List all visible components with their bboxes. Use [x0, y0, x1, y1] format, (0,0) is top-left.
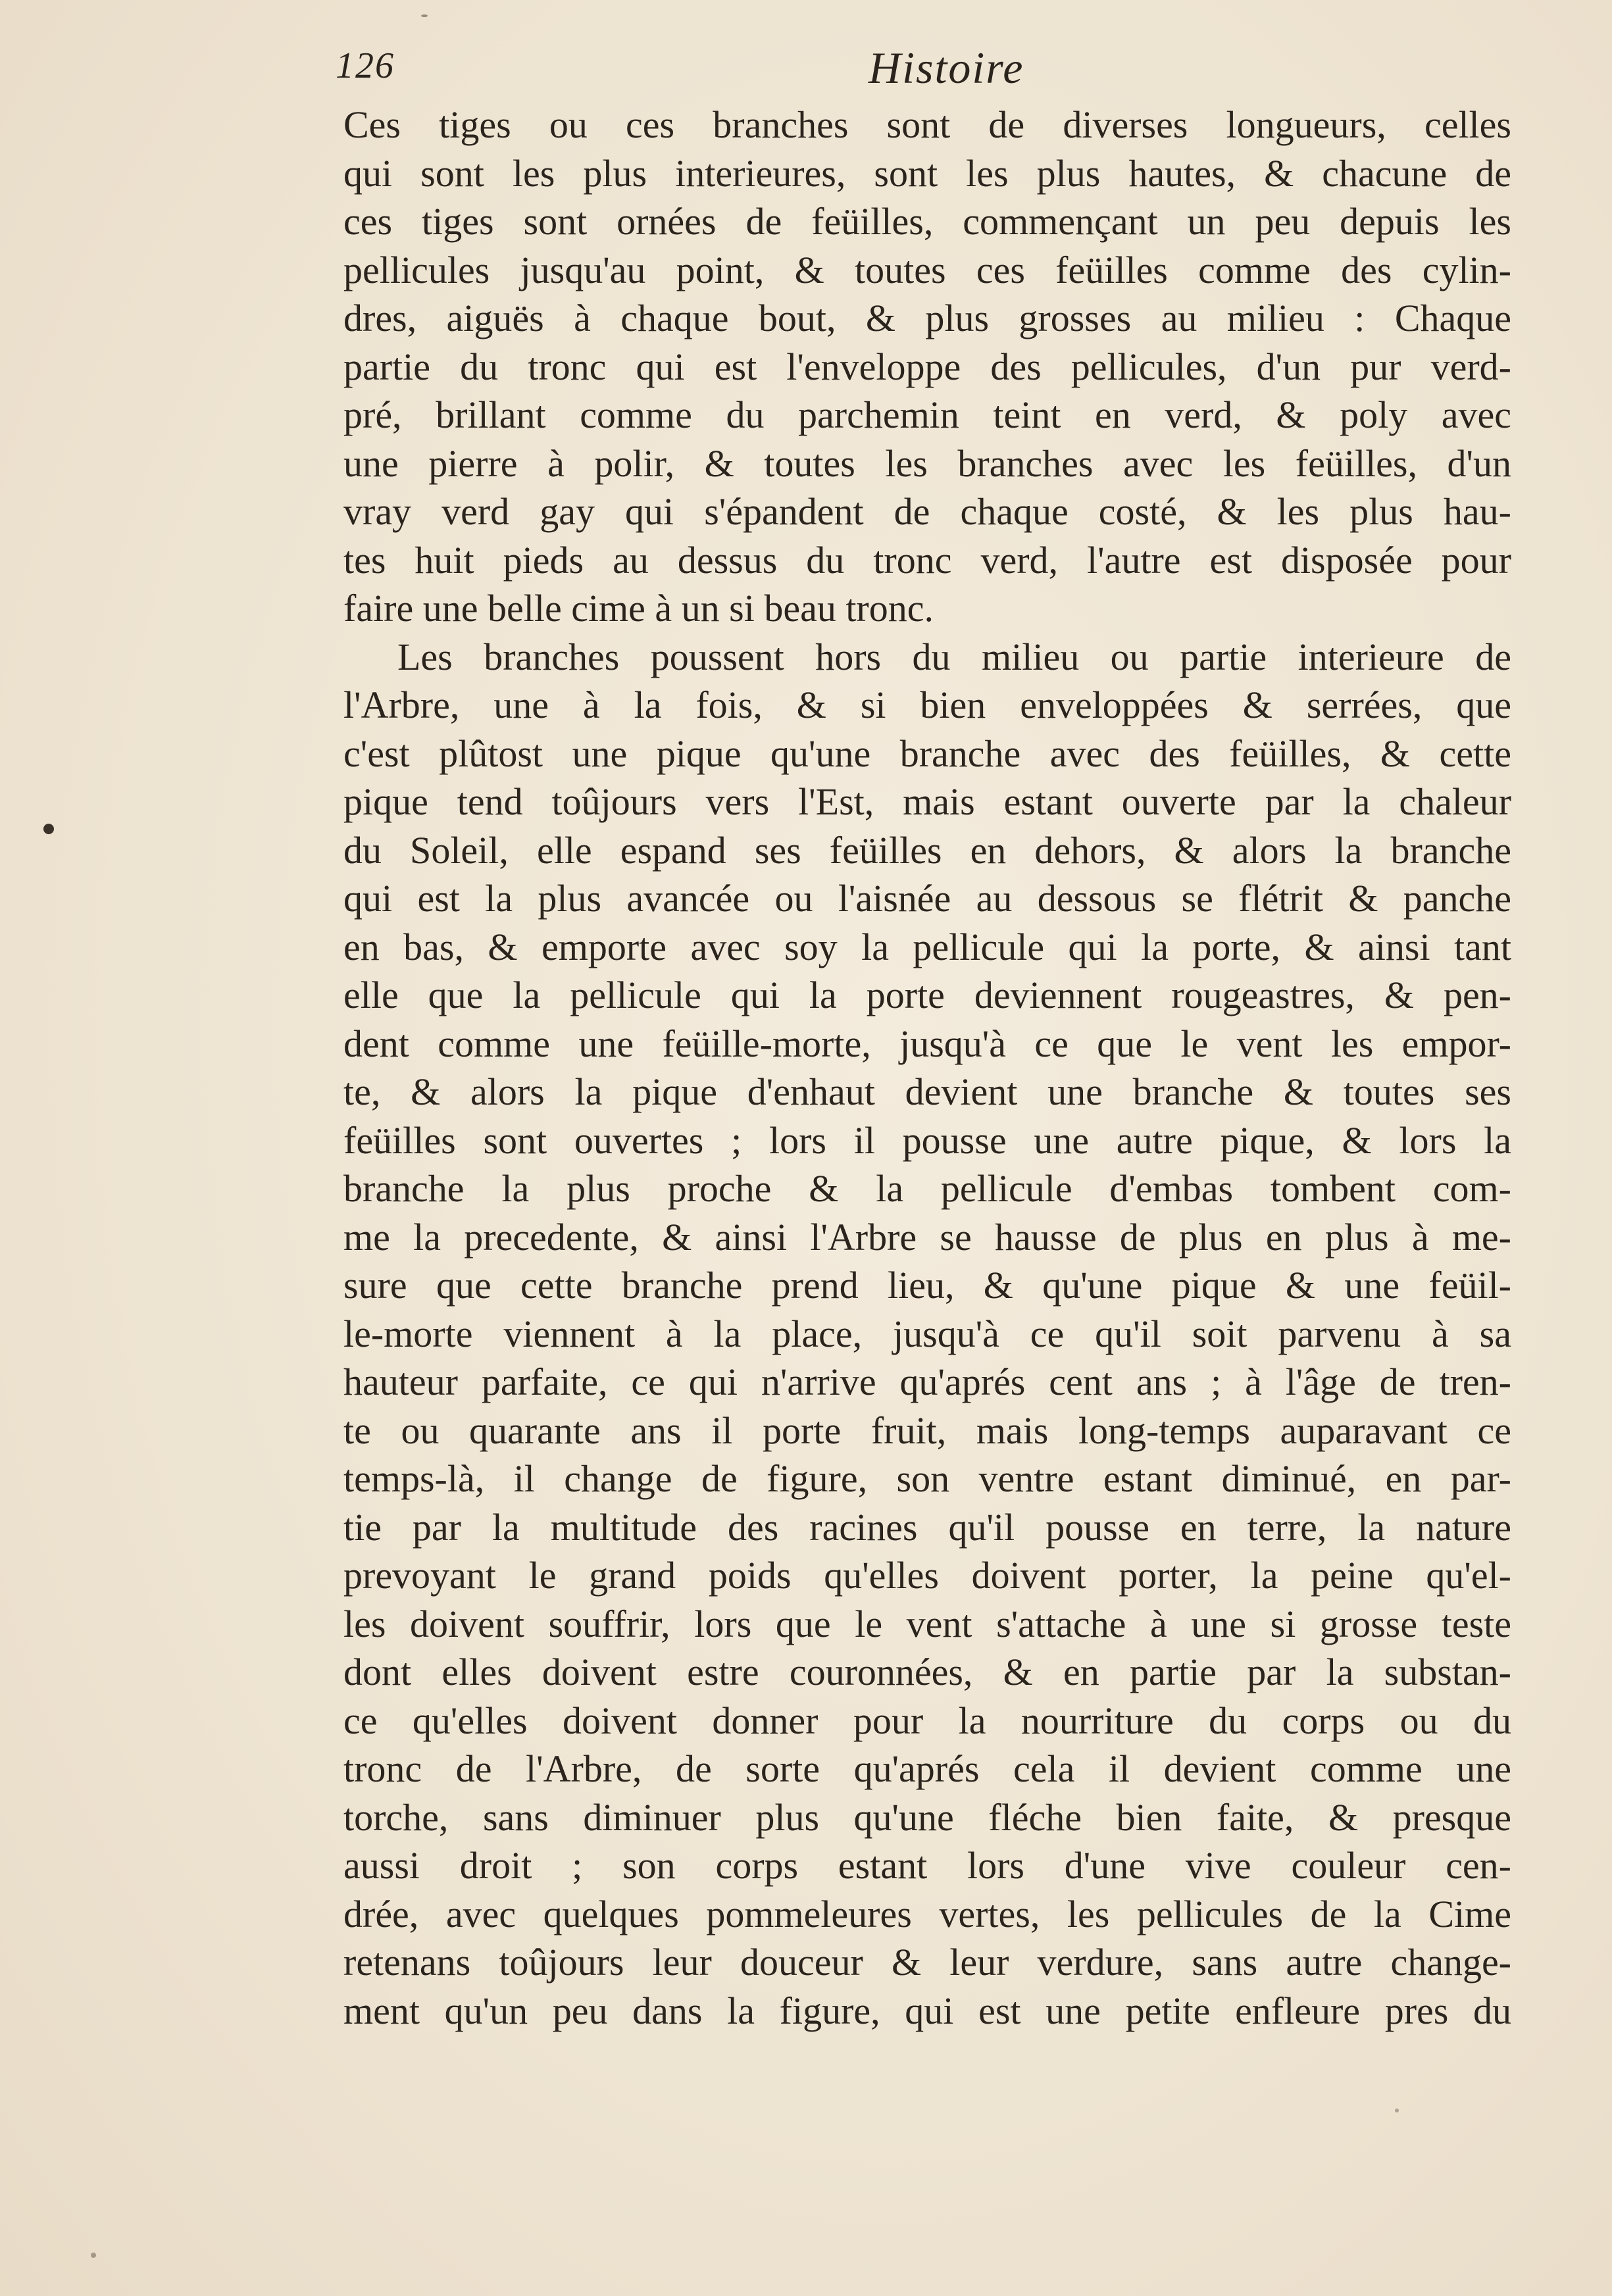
text-line: retenans toûjours leur douceur & leur verdure, sans autre change- — [343, 1941, 1511, 1984]
text-line: en bas, & emporte avec soy la pellicule qui la porte, & ainsi tant — [343, 925, 1511, 968]
text-line: drée, avec quelques pommeleures vertes, les pellicules de la Cime — [343, 1892, 1511, 1935]
text-line: une pierre à polir, & toutes les branches avec les feüilles, d'un — [343, 441, 1511, 485]
page-number: 126 — [336, 45, 395, 86]
text-line: ces tiges sont ornées de feüilles, commençant un peu depuis les — [343, 200, 1511, 243]
text-line: branche la plus proche & la pellicule d'embas tombent com- — [343, 1167, 1511, 1210]
text-line: prevoyant le grand poids qu'elles doivent porter, la peine qu'el- — [343, 1554, 1511, 1597]
text-line: ment qu'un peu dans la figure, qui est une petite enfleure pres du — [343, 1989, 1511, 2032]
text-line: le-morte viennent à la place, jusqu'à ce qu'il soit parvenu à sa — [343, 1312, 1511, 1355]
text-line: tie par la multitude des racines qu'il pousse en terre, la nature — [343, 1505, 1511, 1549]
text-line: faire une belle cime à un si beau tronc. — [343, 587, 934, 630]
text-line: Les branches poussent hors du milieu ou partie interieure de — [397, 635, 1511, 678]
text-line: ce qu'elles doivent donner pour la nourriture du corps ou du — [343, 1699, 1511, 1742]
ink-speck — [421, 14, 428, 17]
running-head: Histoire — [869, 43, 1024, 93]
text-line: les doivent souffrir, lors que le vent s'attache à une si grosse teste — [343, 1602, 1511, 1645]
text-line: dont elles doivent estre couronnées, & en partie par la substan- — [343, 1651, 1511, 1693]
text-line: hauteur parfaite, ce qui n'arrive qu'aprés cent ans ; à l'âge de tren- — [343, 1360, 1511, 1403]
text-line: torche, sans diminuer plus qu'une fléche bien faite, & presque — [343, 1795, 1511, 1839]
text-line: feüilles sont ouvertes ; lors il pousse une autre pique, & lors la — [343, 1118, 1511, 1162]
page-header — [336, 38, 1520, 97]
ink-speck — [1395, 2109, 1399, 2112]
text-line: qui est la plus avancée ou l'aisnée au dessous se flétrit & panche — [343, 877, 1511, 920]
text-line: du Soleil, elle espand ses feüilles en dehors, & alors la branche — [343, 828, 1511, 872]
text-line: tronc de l'Arbre, de sorte qu'aprés cela il devient comme une — [343, 1747, 1511, 1790]
text-line: me la precedente, & ainsi l'Arbre se hausse de plus en plus à me- — [343, 1215, 1511, 1259]
body-text — [343, 101, 1511, 2035]
text-line: te ou quarante ans il porte fruit, mais long-temps auparavant ce — [343, 1409, 1511, 1452]
text-line: aussi droit ; son corps estant lors d'une vive couleur cen- — [343, 1844, 1511, 1887]
text-line: sure que cette branche prend lieu, & qu'une pique & une feüil- — [343, 1264, 1511, 1307]
text-line: dres, aiguës à chaque bout, & plus grosses au milieu : Chaque — [343, 297, 1511, 339]
text-line: pré, brillant comme du parchemin teint en verd, & poly avec — [343, 393, 1511, 436]
text-line: vray verd gay qui s'épandent de chaque costé, & les plus hau- — [343, 490, 1511, 533]
text-line: temps-là, il change de figure, son ventre estant diminué, en par- — [343, 1457, 1511, 1500]
text-line: dent comme une feüille-morte, jusqu'à ce que le vent les empor- — [343, 1022, 1511, 1065]
text-line: l'Arbre, une à la fois, & si bien enveloppées & serrées, que — [343, 684, 1511, 726]
text-line: qui sont les plus interieures, sont les plus hautes, & chacune de — [343, 151, 1511, 195]
text-line: c'est plûtost une pique qu'une branche avec des feüilles, & cette — [343, 732, 1511, 775]
text-line: Ces tiges ou ces branches sont de diverses longueurs, celles — [343, 103, 1511, 146]
text-line: pellicules jusqu'au point, & toutes ces feüilles comme des cylin- — [343, 248, 1511, 291]
text-line: pique tend toûjours vers l'Est, mais estant ouverte par la chaleur — [343, 780, 1511, 823]
text-line: partie du tronc qui est l'enveloppe des pellicules, d'un pur verd- — [343, 345, 1511, 388]
ink-speck — [91, 2253, 96, 2258]
text-line: elle que la pellicule qui la porte deviennent rougeastres, & pen- — [343, 974, 1511, 1016]
ink-speck — [43, 824, 54, 834]
text-line: te, & alors la pique d'enhaut devient une branche & toutes ses — [343, 1070, 1511, 1113]
text-line: tes huit pieds au dessus du tronc verd, l'autre est disposée pour — [343, 538, 1511, 582]
